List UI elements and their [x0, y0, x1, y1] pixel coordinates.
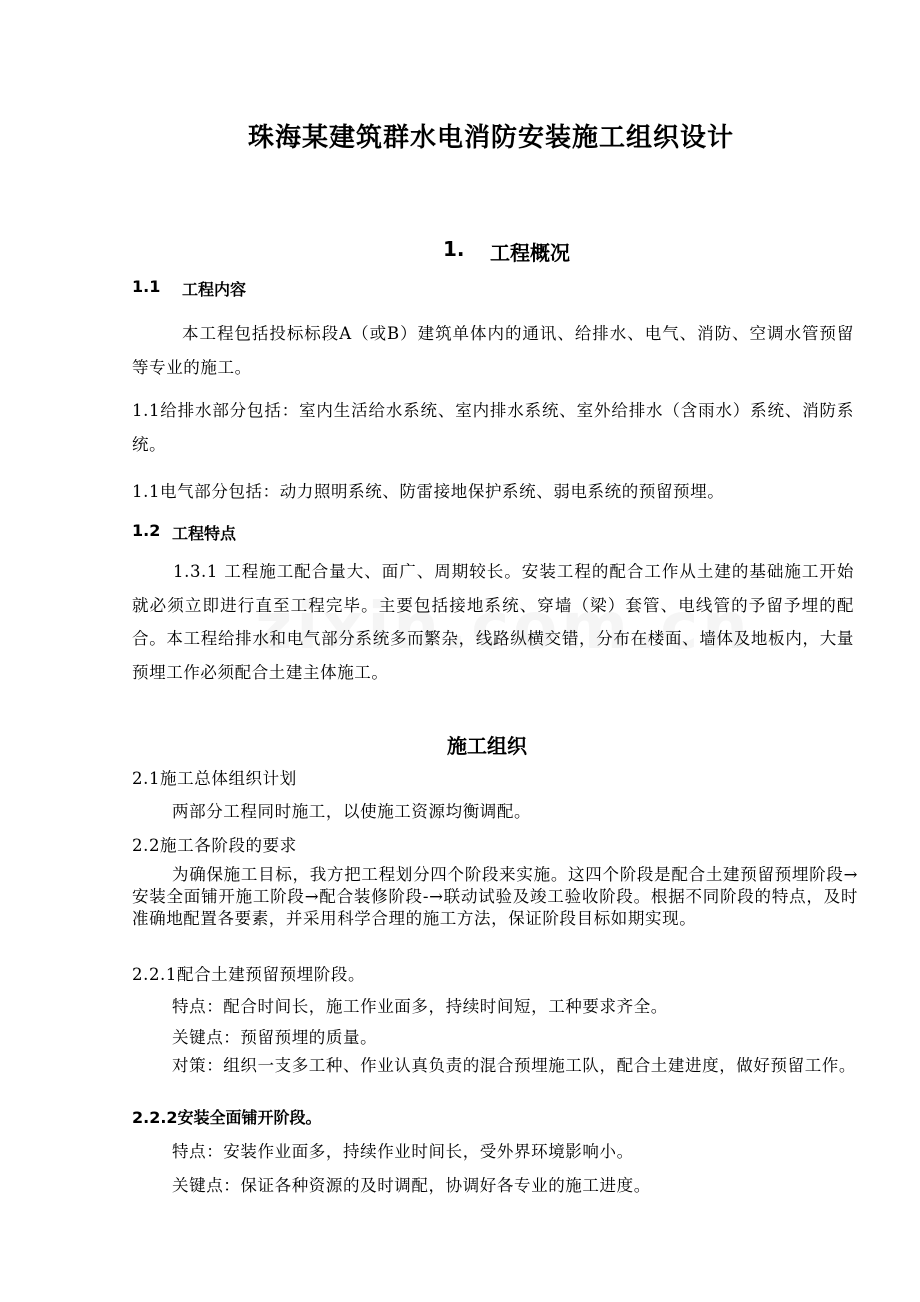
section-2-2-title: 2.2施工各阶段的要求: [132, 836, 297, 855]
section1-heading: 工程概况: [490, 241, 570, 265]
section1-heading-number: 1.: [443, 237, 465, 261]
section-2-2-1-key-point: 关键点：预留预埋的质量。: [172, 1028, 378, 1047]
section2-heading: 施工组织: [447, 734, 527, 758]
section-2-2-paragraph: 为确保施工目标，我方把工程划分四个阶段来实施。这四个阶段是配合土建预留预埋阶段→安装全面铺开施工阶段→配合装修阶段-→联动试验及竣工验收阶段。根据不同阶段的特点，及时准确地配置各要素，并采用科学合理的施工方法，保证阶段目标如期实现。: [132, 865, 858, 928]
section-2-1-title: 2.1施工总体组织计划: [132, 769, 297, 788]
section-1-2-title: 工程特点: [172, 524, 237, 543]
section-1-1-paragraph: 本工程包括投标标段A（或B）建筑单体内的通讯、给排水、电气、消防、空调水管预留等专业的施工。: [132, 324, 854, 377]
section-1-1-number: 1.1: [132, 277, 161, 296]
section-1-2-number: 1.2: [132, 521, 161, 540]
section-2-2-2-feature: 特点：安装作业面多，持续作业时间长，受外界环境影响小。: [172, 1142, 634, 1161]
section-1-2-paragraph: 1.3.1 工程施工配合量大、面广、周期较长。安装工程的配合工作从土建的基础施工开始就必须立即进行直至工程完毕。主要包括接地系统、穿墙（梁）套管、电线管的予留予埋的配合。本工程给排水和电气部分系统多而繁杂，线路纵横交错，分布在楼面、墙体及地板内，大量预埋工作必须配合土建主体施工。: [132, 562, 854, 682]
section-2-1-paragraph: 两部分工程同时施工，以使施工资源均衡调配。: [172, 802, 532, 821]
electric-scope-paragraph: 1.1电气部分包括：动力照明系统、防雷接地保护系统、弱电系统的预留预埋。: [132, 482, 725, 501]
section-2-2-2-key-point: 关键点：保证各种资源的及时调配，协调好各专业的施工进度。: [172, 1176, 651, 1195]
section-1-1-title: 工程内容: [182, 280, 247, 299]
section-2-2-2-title: 2.2.2安装全面铺开阶段。: [132, 1108, 322, 1127]
section-2-2-1-measure: 对策：组织一支多工种、作业认真负责的混合预埋施工队，配合土建进度，做好预留工作。: [172, 1056, 856, 1075]
document-title: 珠海某建筑群水电消防安装施工组织设计: [248, 123, 735, 153]
section-2-2-1-feature: 特点：配合时间长，施工作业面多，持续时间短，工种要求齐全。: [172, 997, 668, 1016]
water-scope-paragraph: 1.1给排水部分包括：室内生活给水系统、室内排水系统、室外给排水（含雨水）系统、消防系统。: [132, 401, 854, 454]
section-2-2-1-title: 2.2.1配合土建预留预埋阶段。: [132, 965, 366, 984]
